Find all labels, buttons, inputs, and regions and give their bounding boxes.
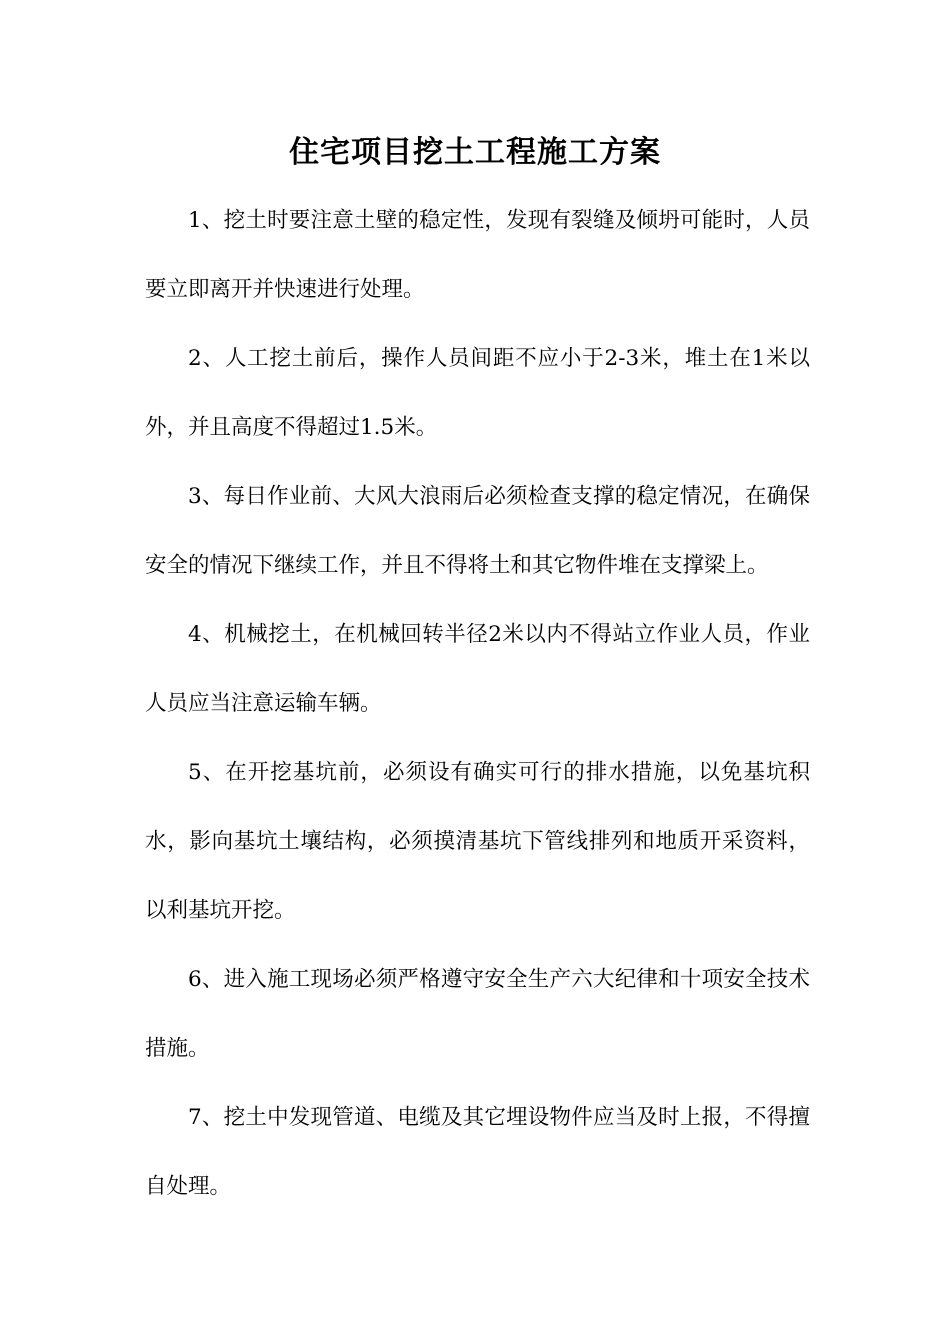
paragraph-4: 4、机械挖土，在机械回转半径2米以内不得站立作业人员，作业人员应当注意运输车辆。 [145,622,810,716]
paragraph-3: 3、每日作业前、大风大浪雨后必须检查支撑的稳定情况，在确保安全的情况下继续工作，并且不得将土和其它物件堆在支撑梁上。 [145,484,810,578]
paragraph-1: 1、挖土时要注意土壁的稳定性，发现有裂缝及倾坍可能时，人员要立即离开并快速进行处理。 [145,208,810,302]
paragraph-7: 7、挖土中发现管道、电缆及其它埋设物件应当及时上报，不得擅自处理。 [145,1105,810,1199]
document-title: 住宅项目挖土工程施工方案 [289,135,661,170]
paragraph-5: 5、在开挖基坑前，必须设有确实可行的排水措施，以免基坑积水，影向基坑土壤结构，必须摸清基坑下管线排列和地质开采资料，以利基坑开挖。 [145,760,810,923]
paragraph-6: 6、进入施工现场必须严格遵守安全生产六大纪律和十项安全技术措施。 [145,967,810,1061]
paragraph-2: 2、人工挖土前后，操作人员间距不应小于2-3米，堆土在1米以外，并且高度不得超过1.5米。 [145,346,810,440]
document-body [145,186,810,1221]
